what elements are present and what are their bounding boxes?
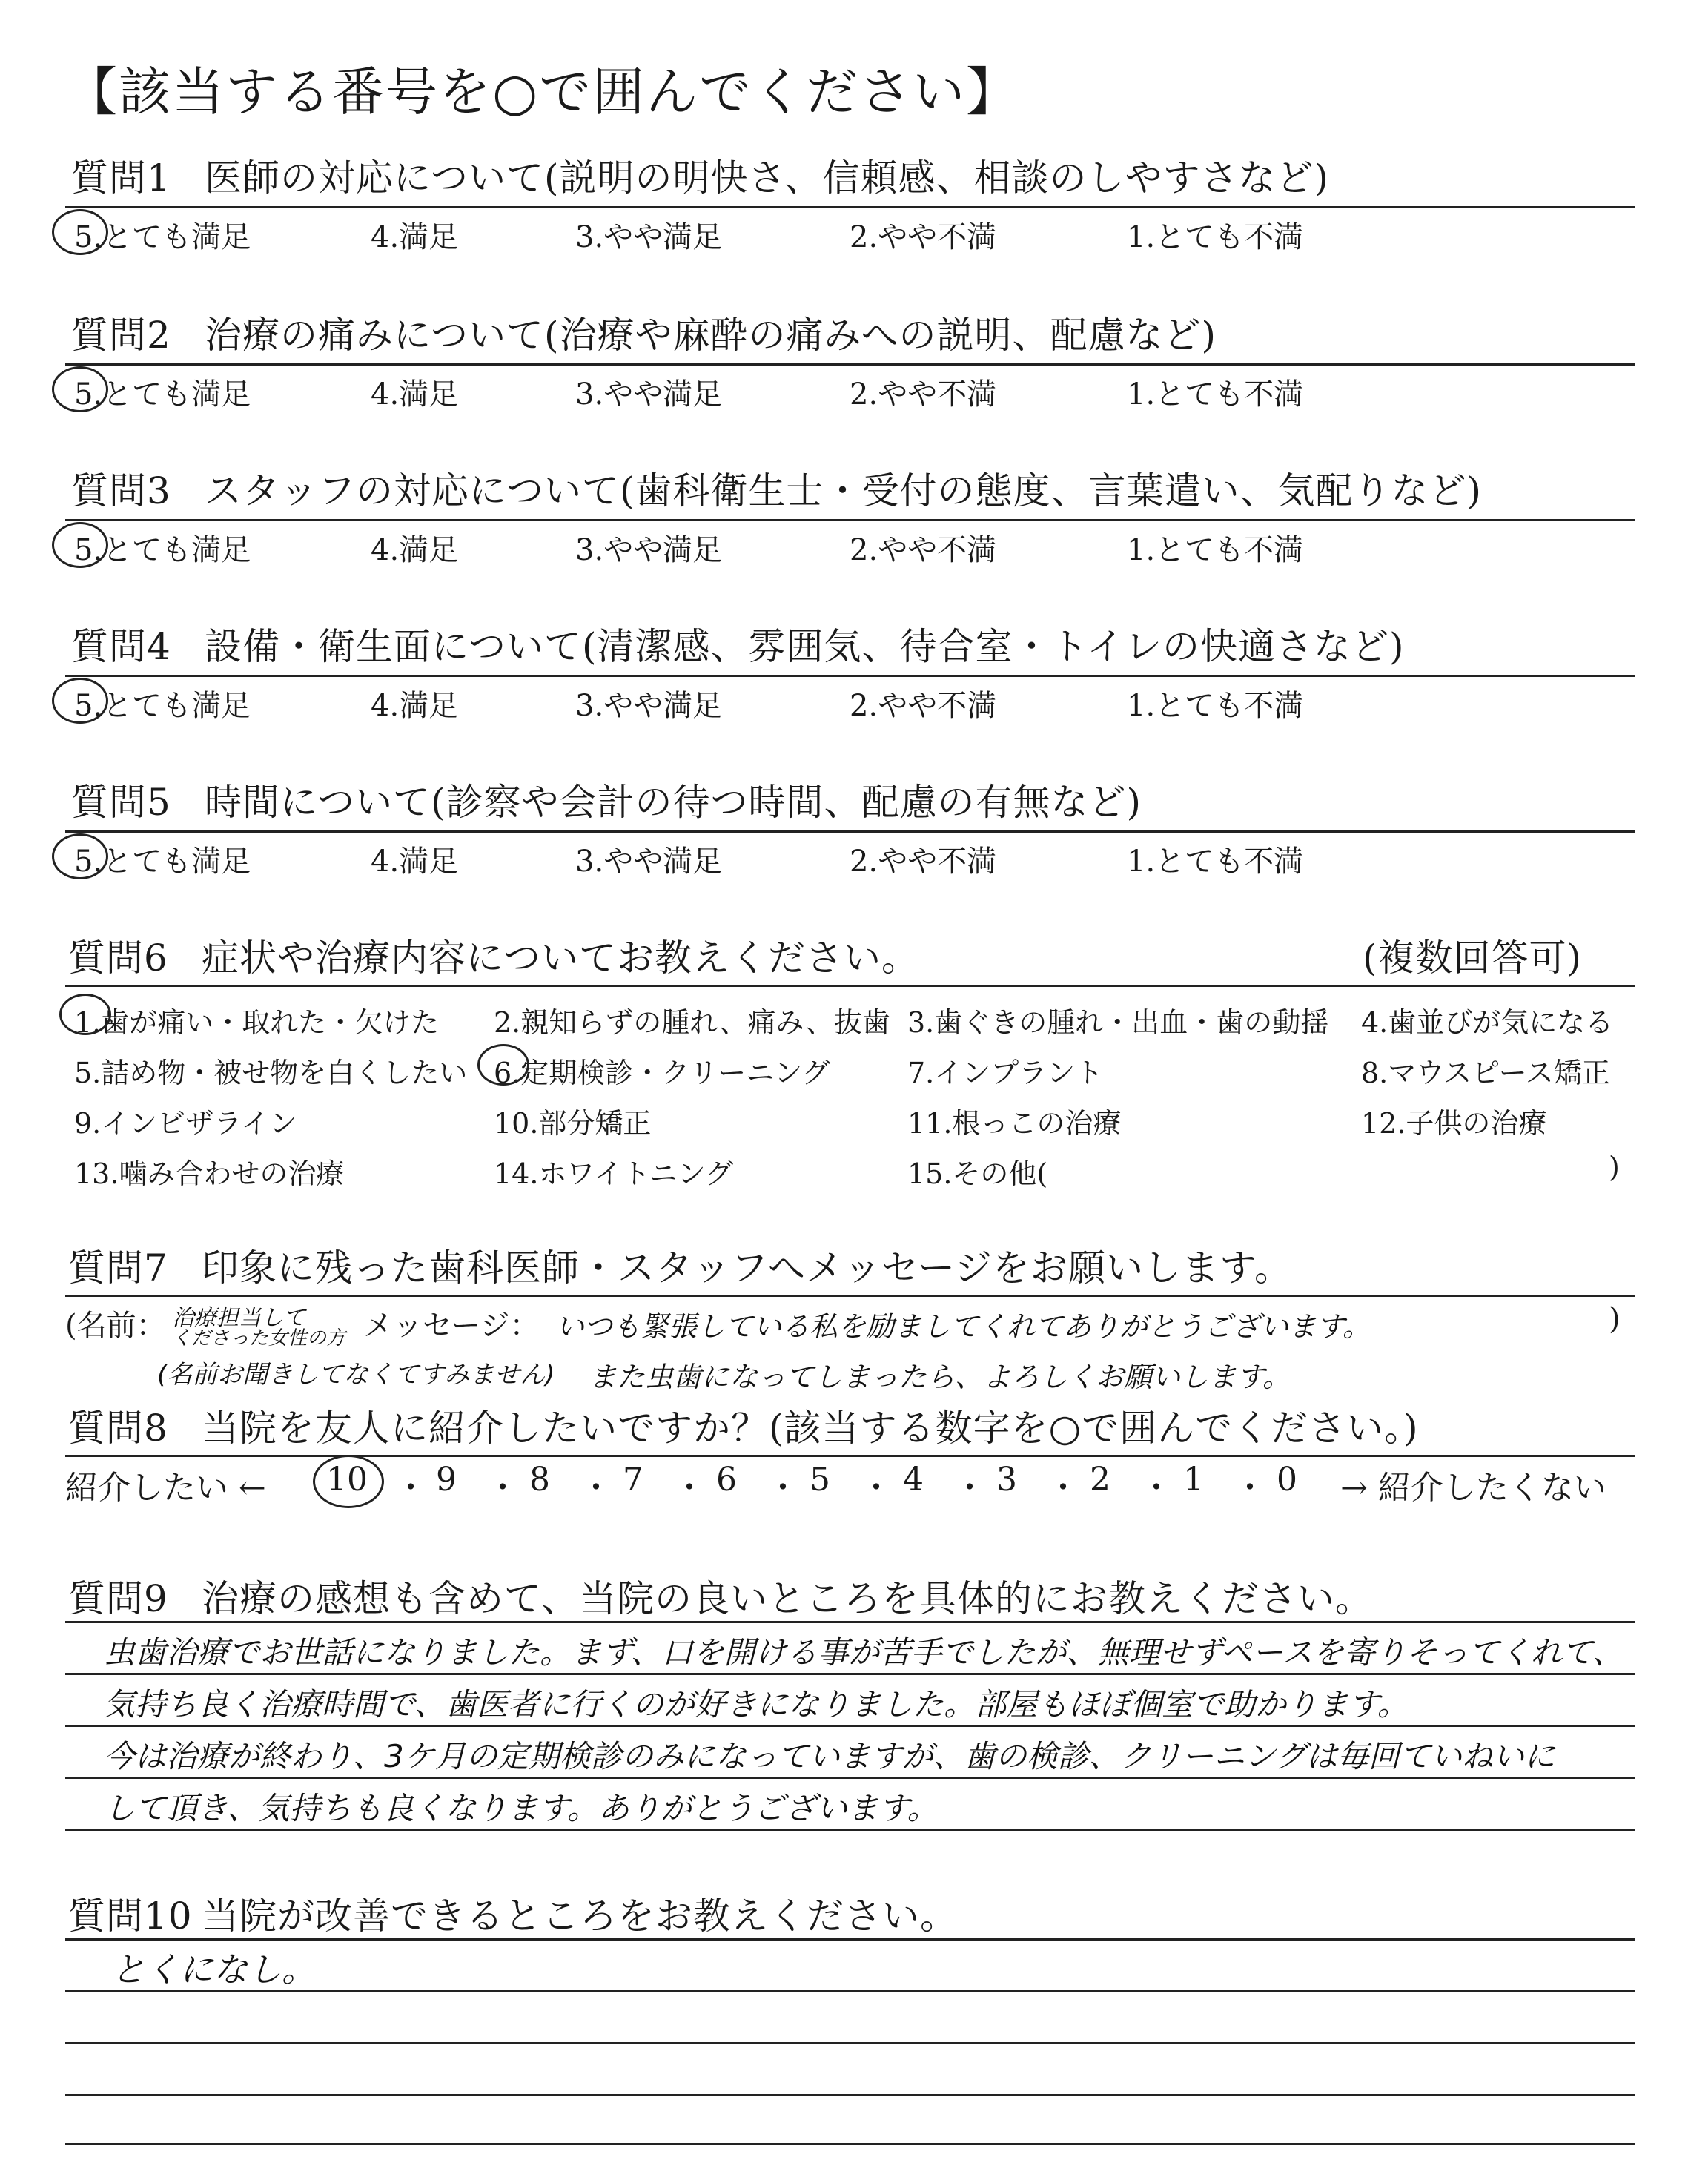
selection-circle: [52, 209, 108, 255]
divider: [65, 675, 1635, 677]
option-5[interactable]: 5.とても満足: [74, 845, 251, 879]
question-9-label: 質問9: [68, 1577, 168, 1620]
divider: [65, 1621, 1635, 1623]
divider: [65, 1673, 1635, 1675]
scale-0[interactable]: 0: [1277, 1461, 1297, 1499]
q6-option-1[interactable]: 1.歯が痛い・取れた・欠けた: [74, 1006, 440, 1039]
divider: [65, 2094, 1635, 2096]
question-9-text: 治療の感想も含めて、当院の良いところを具体的にお教えください。: [202, 1577, 1373, 1620]
divider: [65, 519, 1635, 521]
option-5[interactable]: 5.とても満足: [74, 377, 251, 412]
question-1-options: [74, 214, 1631, 258]
question-10-text: 当院が改善できるところをお教えください。: [202, 1895, 958, 1938]
q6-option-2[interactable]: 2.親知らずの腫れ、痛み、抜歯: [494, 1006, 890, 1039]
divider: [65, 830, 1635, 833]
question-2-options: [74, 371, 1631, 415]
option-3[interactable]: 3.やや満足: [575, 220, 723, 254]
option-2[interactable]: 2.やや不満: [850, 533, 997, 567]
q9-answer-line-2: 気持ち良く治療時間で、歯医者に行くのが好きになりました。部屋もほぼ個室で助かります。: [104, 1686, 1409, 1723]
q6-option-10[interactable]: 10.部分矯正: [494, 1107, 652, 1140]
multiple-answers-note: (複数回答可): [1363, 937, 1583, 980]
divider: [65, 985, 1635, 987]
recommend-scale: 紹介したい ← 10 ・ 9 ・ 8 ・ 7 ・ 6 ・ 5 ・ 4 ・ 3 ・ 2 ・ 1 ・ 0 → 紹介したくない: [65, 1461, 1635, 1513]
option-1[interactable]: 1.とても不満: [1127, 220, 1304, 254]
scale-4[interactable]: 4: [903, 1461, 924, 1499]
q6-option-3[interactable]: 3.歯ぐきの腫れ・出血・歯の動揺: [907, 1006, 1329, 1039]
divider: [65, 206, 1635, 208]
divider: [65, 1990, 1635, 1992]
scale-8[interactable]: 8: [529, 1461, 550, 1499]
option-5[interactable]: 5.とても満足: [74, 220, 251, 254]
selection-circle: [52, 833, 108, 879]
option-2[interactable]: 2.やや不満: [850, 377, 997, 412]
option-1[interactable]: 1.とても不満: [1127, 377, 1304, 412]
message-label: メッセージ：: [363, 1309, 540, 1343]
message-handwritten-1: いつも緊張している私を励ましてくれてありがとうございます。: [556, 1310, 1371, 1343]
scale-9[interactable]: 9: [436, 1461, 457, 1499]
option-1[interactable]: 1.とても不満: [1127, 689, 1304, 723]
option-4[interactable]: 4.満足: [371, 220, 459, 254]
q6-option-12[interactable]: 12.子供の治療: [1361, 1107, 1547, 1140]
question-6-text: 症状や治療内容についてお教えください。: [202, 937, 919, 980]
question-7-label: 質問7: [68, 1246, 168, 1289]
divider: [65, 363, 1635, 366]
question-8-label: 質問8: [68, 1407, 168, 1450]
scale-2[interactable]: 2: [1090, 1461, 1110, 1499]
option-4[interactable]: 4.満足: [371, 845, 459, 879]
q6-option-13[interactable]: 13.噛み合わせの治療: [74, 1157, 345, 1190]
q6-option-6[interactable]: 6.定期検診・クリーニング: [494, 1057, 830, 1089]
q6-other-close-paren: ): [1609, 1151, 1620, 1183]
scale-left-label: 紹介したい ←: [65, 1469, 266, 1507]
question-3-options: [74, 526, 1631, 571]
q6-option-15[interactable]: 15.その他(: [907, 1157, 1048, 1190]
option-2[interactable]: 2.やや不満: [850, 220, 997, 254]
question-5-text: 時間について(診察や会計の待つ時間、配慮の有無など): [205, 781, 1142, 824]
option-2[interactable]: 2.やや不満: [850, 689, 997, 723]
question-3-label: 質問3: [71, 469, 171, 512]
page-title: 【該当する番号を○で囲んでください】: [65, 62, 1020, 122]
message-close-paren: ): [1609, 1302, 1621, 1336]
question-6-label: 質問6: [68, 937, 168, 980]
selection-circle: [59, 994, 111, 1035]
divider: [65, 1777, 1635, 1779]
divider: [65, 2143, 1635, 2145]
question-5-options: [74, 838, 1631, 882]
question-4-label: 質問4: [71, 625, 171, 668]
question-2-label: 質問2: [71, 314, 171, 357]
q6-option-9[interactable]: 9.インビザライン: [74, 1107, 298, 1140]
name-handwritten-2: くださった女性の方: [172, 1327, 346, 1350]
question-2-text: 治療の痛みについて(治療や麻酔の痛みへの説明、配慮など): [205, 314, 1217, 357]
question-1-label: 質問1: [71, 156, 171, 199]
selection-circle: [477, 1044, 529, 1086]
option-4[interactable]: 4.満足: [371, 689, 459, 723]
option-3[interactable]: 3.やや満足: [575, 533, 723, 567]
question-7-text: 印象に残った歯科医師・スタッフへメッセージをお願いします。: [202, 1246, 1292, 1289]
selection-circle: [52, 366, 108, 412]
scale-6[interactable]: 6: [716, 1461, 737, 1499]
q6-option-4[interactable]: 4.歯並びが気になる: [1361, 1006, 1614, 1039]
option-5[interactable]: 5.とても満足: [74, 533, 251, 567]
question-10-label: 質問10: [68, 1895, 193, 1938]
q10-answer: とくになし。: [111, 1949, 316, 1989]
q9-answer-line-1: 虫歯治療でお世話になりました。まず、口を開ける事が苦手でしたが、無理せずペースを寄りそってくれて、: [104, 1634, 1624, 1671]
option-2[interactable]: 2.やや不満: [850, 845, 997, 879]
message-handwritten-2: また虫歯になってしまったら、よろしくお願いします。: [589, 1361, 1291, 1393]
option-4[interactable]: 4.満足: [371, 533, 459, 567]
q6-option-7[interactable]: 7.インプラント: [907, 1057, 1104, 1089]
selection-circle: [52, 678, 108, 724]
question-4-options: [74, 682, 1631, 727]
scale-10[interactable]: 10: [326, 1461, 368, 1499]
scale-5[interactable]: 5: [810, 1461, 830, 1499]
q6-option-8[interactable]: 8.マウスピース矯正: [1361, 1057, 1610, 1089]
divider: [65, 1938, 1635, 1941]
divider: [65, 1829, 1635, 1831]
question-1-text: 医師の対応について(説明の明快さ、信頼感、相談のしやすさなど): [205, 156, 1330, 199]
q6-option-11[interactable]: 11.根っこの治療: [907, 1107, 1122, 1140]
option-3[interactable]: 3.やや満足: [575, 689, 723, 723]
divider: [65, 1295, 1635, 1297]
divider: [65, 1725, 1635, 1727]
divider: [65, 1455, 1635, 1457]
scale-1[interactable]: 1: [1183, 1461, 1204, 1499]
option-3[interactable]: 3.やや満足: [575, 377, 723, 412]
scale-right-label: → 紹介したくない: [1340, 1469, 1606, 1507]
q6-option-14[interactable]: 14.ホワイトニング: [494, 1157, 734, 1190]
option-1[interactable]: 1.とても不満: [1127, 845, 1304, 879]
question-8-text: 当院を友人に紹介したいですか？(該当する数字を○で囲んでください。): [202, 1407, 1419, 1450]
name-handwritten-1: 治療担当して: [172, 1305, 305, 1331]
selection-circle: [52, 522, 108, 568]
selection-circle: [313, 1455, 384, 1508]
scale-7[interactable]: 7: [623, 1461, 643, 1499]
q6-option-5[interactable]: 5.詰め物・被せ物を白くしたい: [74, 1057, 468, 1089]
scale-3[interactable]: 3: [996, 1461, 1017, 1499]
option-4[interactable]: 4.満足: [371, 377, 459, 412]
option-1[interactable]: 1.とても不満: [1127, 533, 1304, 567]
name-handwritten-3: (名前お聞きしてなくてすみません): [157, 1360, 555, 1390]
q9-answer-line-4: して頂き、気持ちも良くなります。ありがとうございます。: [104, 1790, 939, 1826]
q9-answer-line-3: 今は治療が終わり、3ケ月の定期検診のみになっていますが、歯の検診、クリーニングは毎回ていねいに: [104, 1738, 1555, 1774]
question-3-text: スタッフの対応について(歯科衛生士・受付の態度、言葉遣い、気配りなど): [205, 469, 1483, 512]
question-4-text: 設備・衛生面について(清潔感、雰囲気、待合室・トイレの快適さなど): [205, 625, 1405, 668]
question-5-label: 質問5: [71, 781, 171, 824]
option-3[interactable]: 3.やや満足: [575, 845, 723, 879]
name-label: (名前：: [65, 1309, 166, 1343]
option-5[interactable]: 5.とても満足: [74, 689, 251, 723]
divider: [65, 2042, 1635, 2044]
